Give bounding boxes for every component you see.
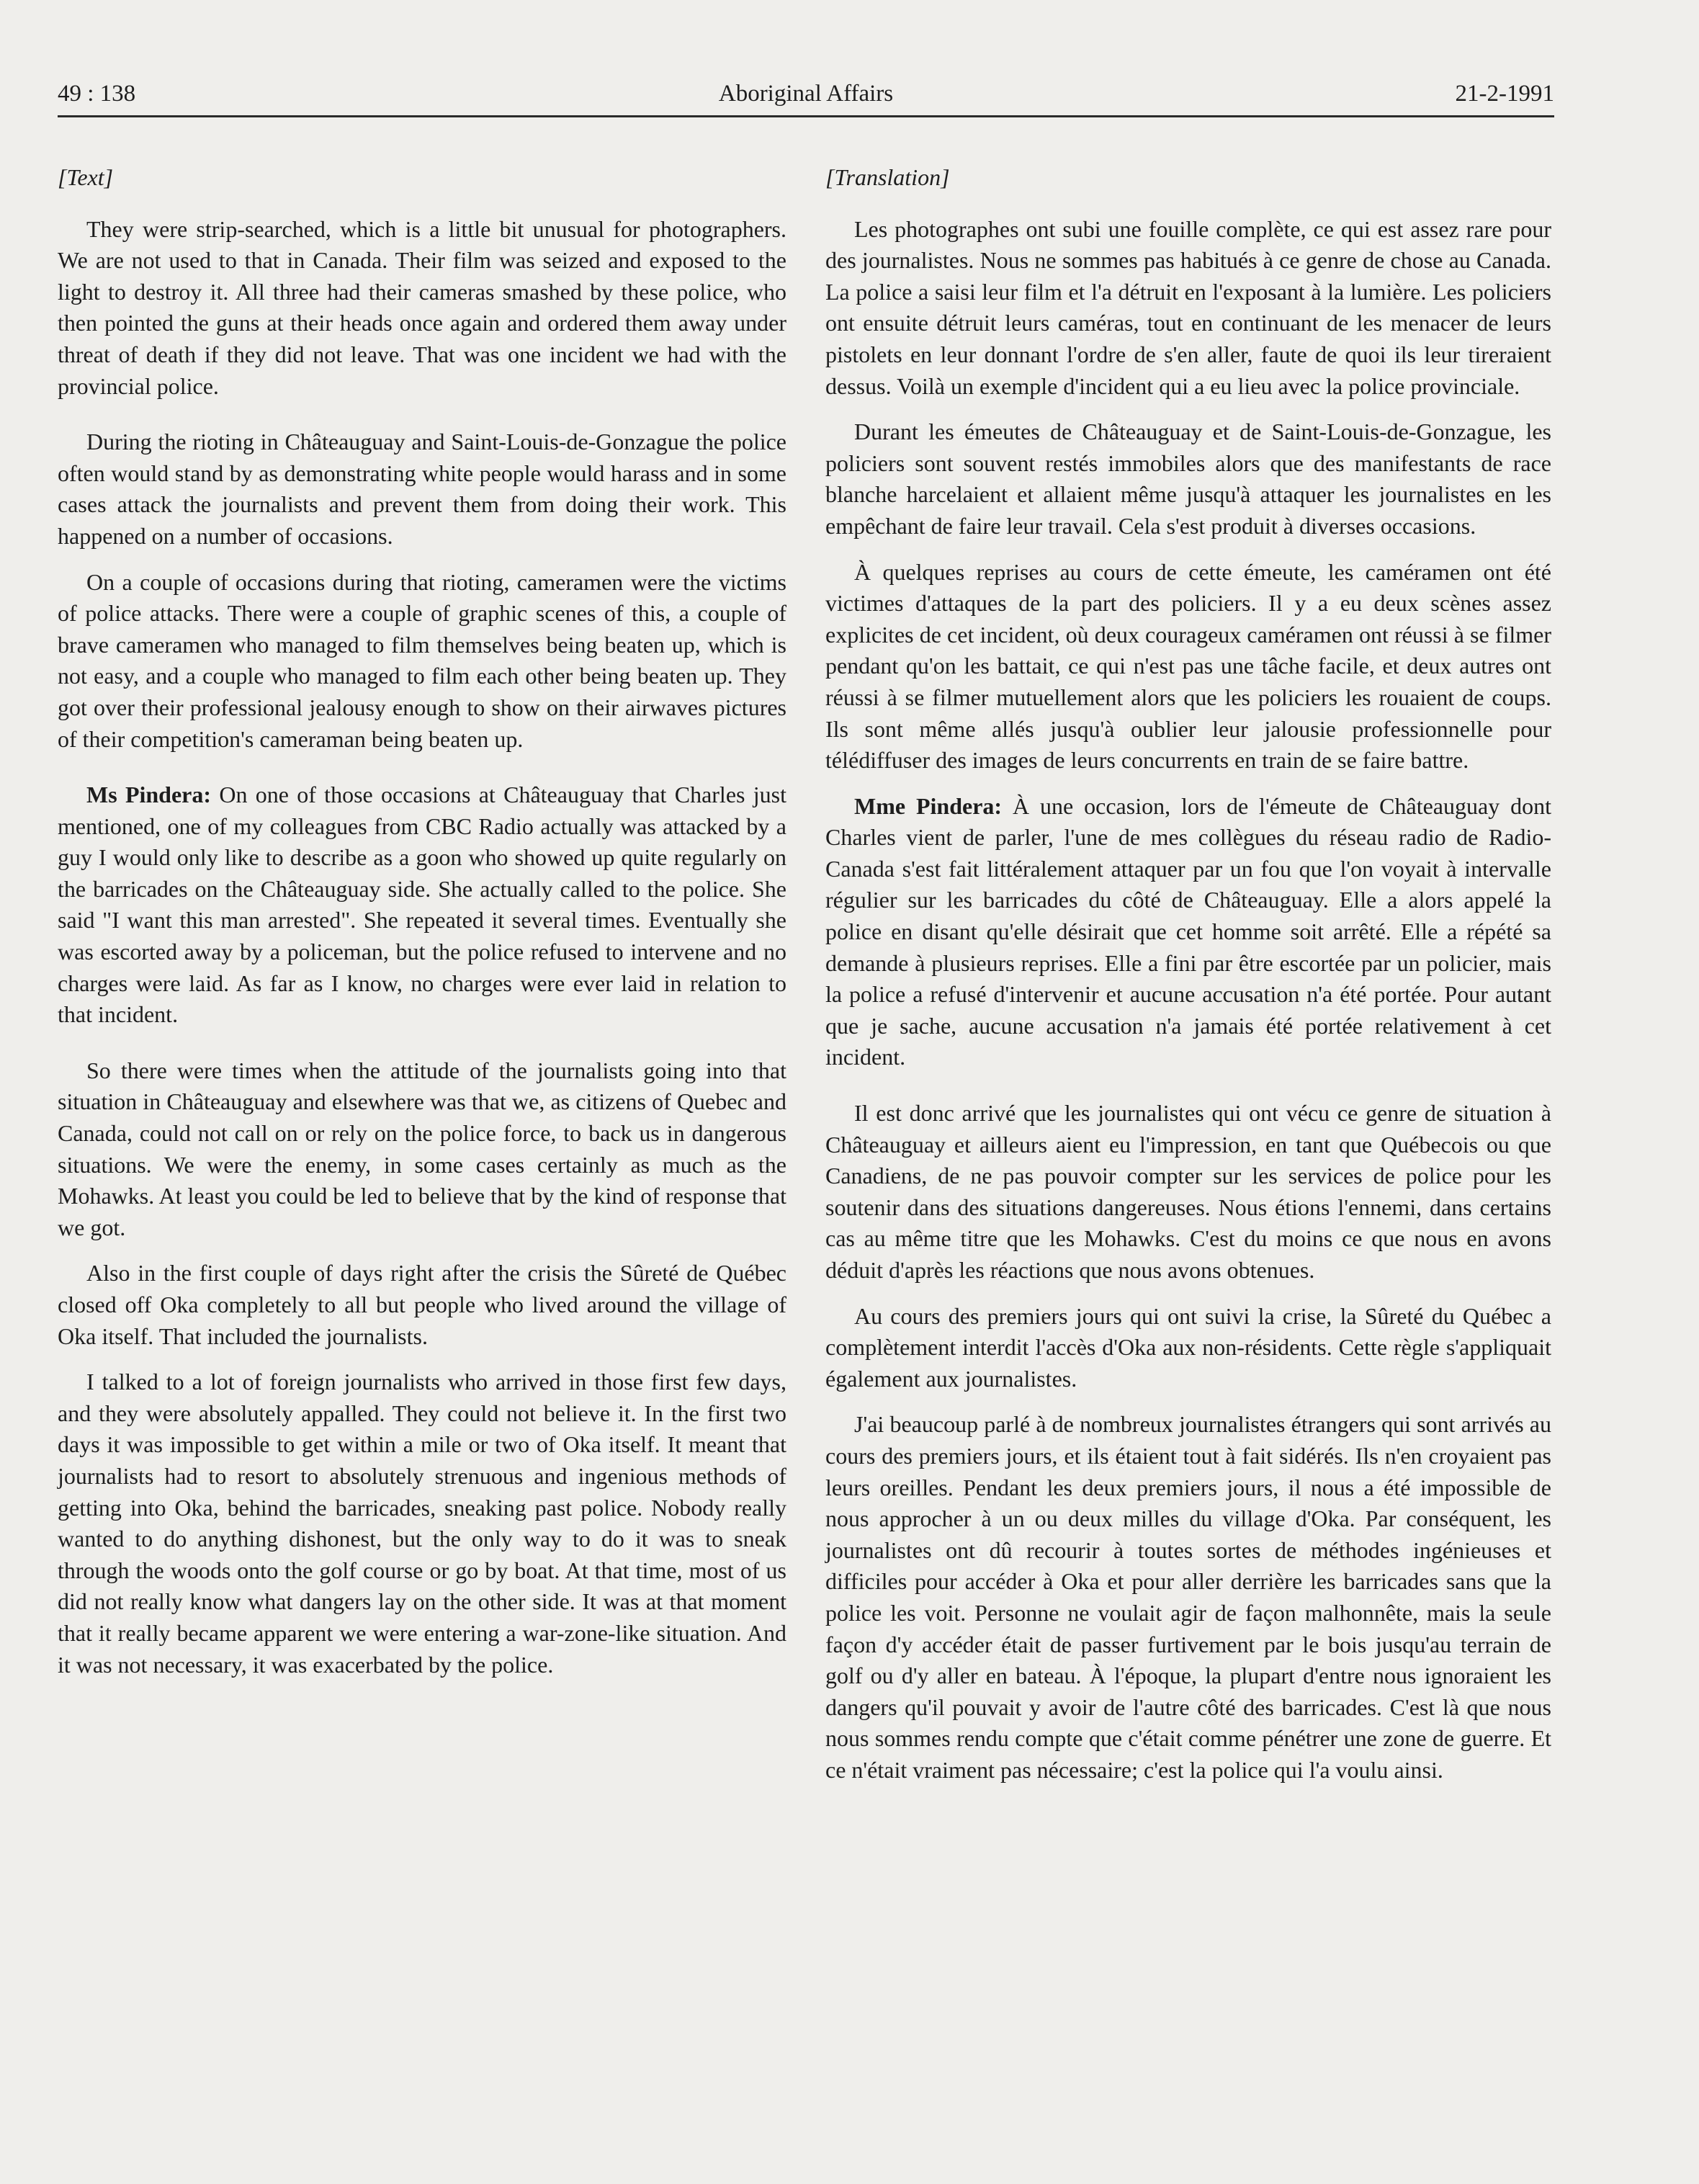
paragraph: Il est donc arrivé que les journalistes qui ont vécu ce genre de situation à Châteauguay et ailleurs aient eu l'impression, en tant que Québecois ou que Canadiens, de ne pas pouvoir compter sur les services de police pour les soutenir dans des situations dangereuses. Nous étions l'ennemi, dans certains cas au même titre que les Mohawks. C'est du moins ce que nous en avons déduit d'après les réactions que nous avons obtenues. (825, 1100, 1551, 1283)
paragraph: J'ai beaucoup parlé à de nombreux journalistes étrangers qui sont arrivés au cours des premiers jours, et ils étaient tout à fait sidérés. Ils n'en croyaient pas leurs oreilles. Pendant les deux premiers jours, il nous a été impossible de nous approcher à un ou deux milles du village d'Oka. Par conséquent, les journalistes ont dû recourir à toutes sortes de méthodes ingénieuses et difficiles pour accéder à Oka et pour aller derrière les barricades sans que la police les voit. Personne ne voulait agir de façon malhonnête, mais la seule façon d'y accéder était de passer furtivement par le bois jusqu'au terrain de golf ou d'y aller en bateau. À l'époque, la plupart d'entre nous ignoraient les dangers qu'il pouvait y avoir de l'autre côté des barricades. C'est là que nous nous sommes rendu compte que c'était comme pénétrer une zone de guerre. Et ce n'était vraiment pas nécessaire; c'est la police qui l'a voulu ainsi. (825, 1411, 1551, 1783)
text-column-label: [Text] (58, 164, 114, 190)
paragraph: They were strip-searched, which is a little bit unusual for photographers. We are not used to that in Canada. Their film was seized and exposed to the light to destroy it. All three had their cameras smashed by these police, who then pointed the guns at their heads once again and ordered them away under threat of death if they did not leave. That was one incident we had with the provincial police. (58, 215, 786, 399)
running-title: Aboriginal Affairs (718, 81, 894, 107)
translation-column-label: [Translation] (825, 164, 950, 190)
paragraph: Au cours des premiers jours qui ont suivi la crise, la Sûreté du Québec a complètement interdit l'accès d'Oka aux non-résidents. Cette règle s'appliquait également aux journalistes. (825, 1302, 1551, 1392)
paragraph: So there were times when the attitude of the journalists going into that situation in Châteauguay and elsewhere was that we, as citizens of Quebec and Canada, could not call on or rely on the police force, to back us in dangerous situations. We were the enemy, in some cases certainly as much as the Mohawks. At least you could be led to believe that by the kind of response that we got. (58, 1057, 786, 1240)
paragraph: During the rioting in Châteauguay and Saint-Louis-de-Gonzague the police often would stand by as demonstrating white people would harass and in some cases attack the journalists and prevent them from doing their work. This happened on a number of occasions. (58, 429, 786, 549)
paragraph: Also in the first couple of days right after the crisis the Sûreté de Québec closed off Oka completely to all but people who lived around the village of Oka itself. That included the journalists. (58, 1260, 786, 1349)
speaker-name: Ms Pindera: (86, 782, 212, 808)
speaker-name: Mme Pindera: (854, 792, 1003, 819)
header-rule (58, 115, 1554, 117)
paragraph: Durant les émeutes de Châteauguay et de Saint-Louis-de-Gonzague, les policiers sont souvent restés immobiles alors que des manifestants de race blanche harcelaient et allaient même jusqu'à attaquer les journalistes en les empêchant de faire leur travail. Cela s'est produit à diverses occasions. (825, 419, 1551, 539)
speaker-text: On one of those occasions at Châteauguay that Charles just mentioned, one of my colleagues from CBC Radio actually was attacked by a guy I would only like to describe as a goon who showed up quite regularly on the barricades on the Châteauguay side. She actually called to the police. She said "I want this man arrested". She repeated it several times. Eventually she was escorted away by a policeman, but the police refused to intervene and no charges were laid. As far as I know, no charges were ever laid in relation to that incident. (58, 782, 787, 1028)
speaker-paragraph (58, 779, 786, 1031)
page-reference: 49 : 138 (58, 81, 136, 107)
english-text-column (58, 162, 786, 1695)
paragraph: À quelques reprises au cours de cette émeute, les caméramen ont été victimes d'attaques de la part des policiers. Il y a eu deux scènes assez explicites de cet incident, où deux courageux caméramen ont réussi à se filmer pendant qu'on les battait, ce qui n'est pas une tâche facile, et deux autres ont réussi à se filmer mutuellement alors que les policiers les rouaient de coups. Ils sont même allés jusqu'à oublier leur jalousie professionnelle pour télédiffuser des images de leurs concurrents en train de se faire battre. (825, 558, 1551, 774)
speaker-text: À une occasion, lors de l'émeute de Châteauguay dont Charles vient de parler, l'une de mes collègues du réseau radio de Radio-Canada s'est fait littéralement attaquer par un fou que l'on voyait à intervalle régulier sur les barricades du côté de Châteauguay. Elle a alors appelé la police en disant qu'elle désirait que cet homme soit arrêté. Elle a répété sa demande à plusieurs reprises. Elle a fini par être escortée par un policier, mais la police a refusé d'intervenir et aucune accusation n'a été portée. Pour autant que je sache, aucune accusation n'a jamais été portée relativement à cet incident. (825, 792, 1552, 1070)
paragraph: I talked to a lot of foreign journalists who arrived in those first few days, and they were absolutely appalled. They could not believe it. In the first two days it was impossible to get within a mile or two of Oka itself. It meant that journalists had to resort to absolutely strenuous and ingenious methods of getting into Oka, behind the barricades, sneaking past police. Nobody really wanted to do anything dishonest, but the only way to do it was to sneak through the woods onto the golf course or go by boat. At that time, most of us did not really know what dangers lay on the other side. It was at that moment that it really became apparent we were entering a war-zone-like situation. And it was not necessary, it was exacerbated by the police. (58, 1369, 786, 1678)
speaker-paragraph (825, 791, 1551, 1073)
page-date: 21-2-1991 (1455, 81, 1554, 107)
paragraph: Les photographes ont subi une fouille complète, ce qui est assez rare pour des journalistes. Nous ne sommes pas habitués à ce genre de chose au Canada. La police a saisi leur film et l'a détruit en l'exposant à la lumière. Les policiers ont ensuite détruit leurs caméras, tout en continuant de les menacer de leurs pistolets en leur donnant l'ordre de s'en aller, faute de quoi ils leur tireraient dessus. Voilà un exemple d'incident qui a eu lieu avec la police provinciale. (825, 215, 1551, 399)
page-header (58, 81, 1554, 115)
paragraph: On a couple of occasions during that rioting, cameramen were the victims of police attacks. There were a couple of graphic scenes of this, a couple of brave cameramen who managed to film themselves being beaten up, which is not easy, and a couple who managed to film each other being beaten up. They got over their professional jealousy enough to show on their airwaves pictures of their competition's cameraman being beaten up. (58, 568, 786, 752)
french-translation-column (825, 162, 1551, 1801)
